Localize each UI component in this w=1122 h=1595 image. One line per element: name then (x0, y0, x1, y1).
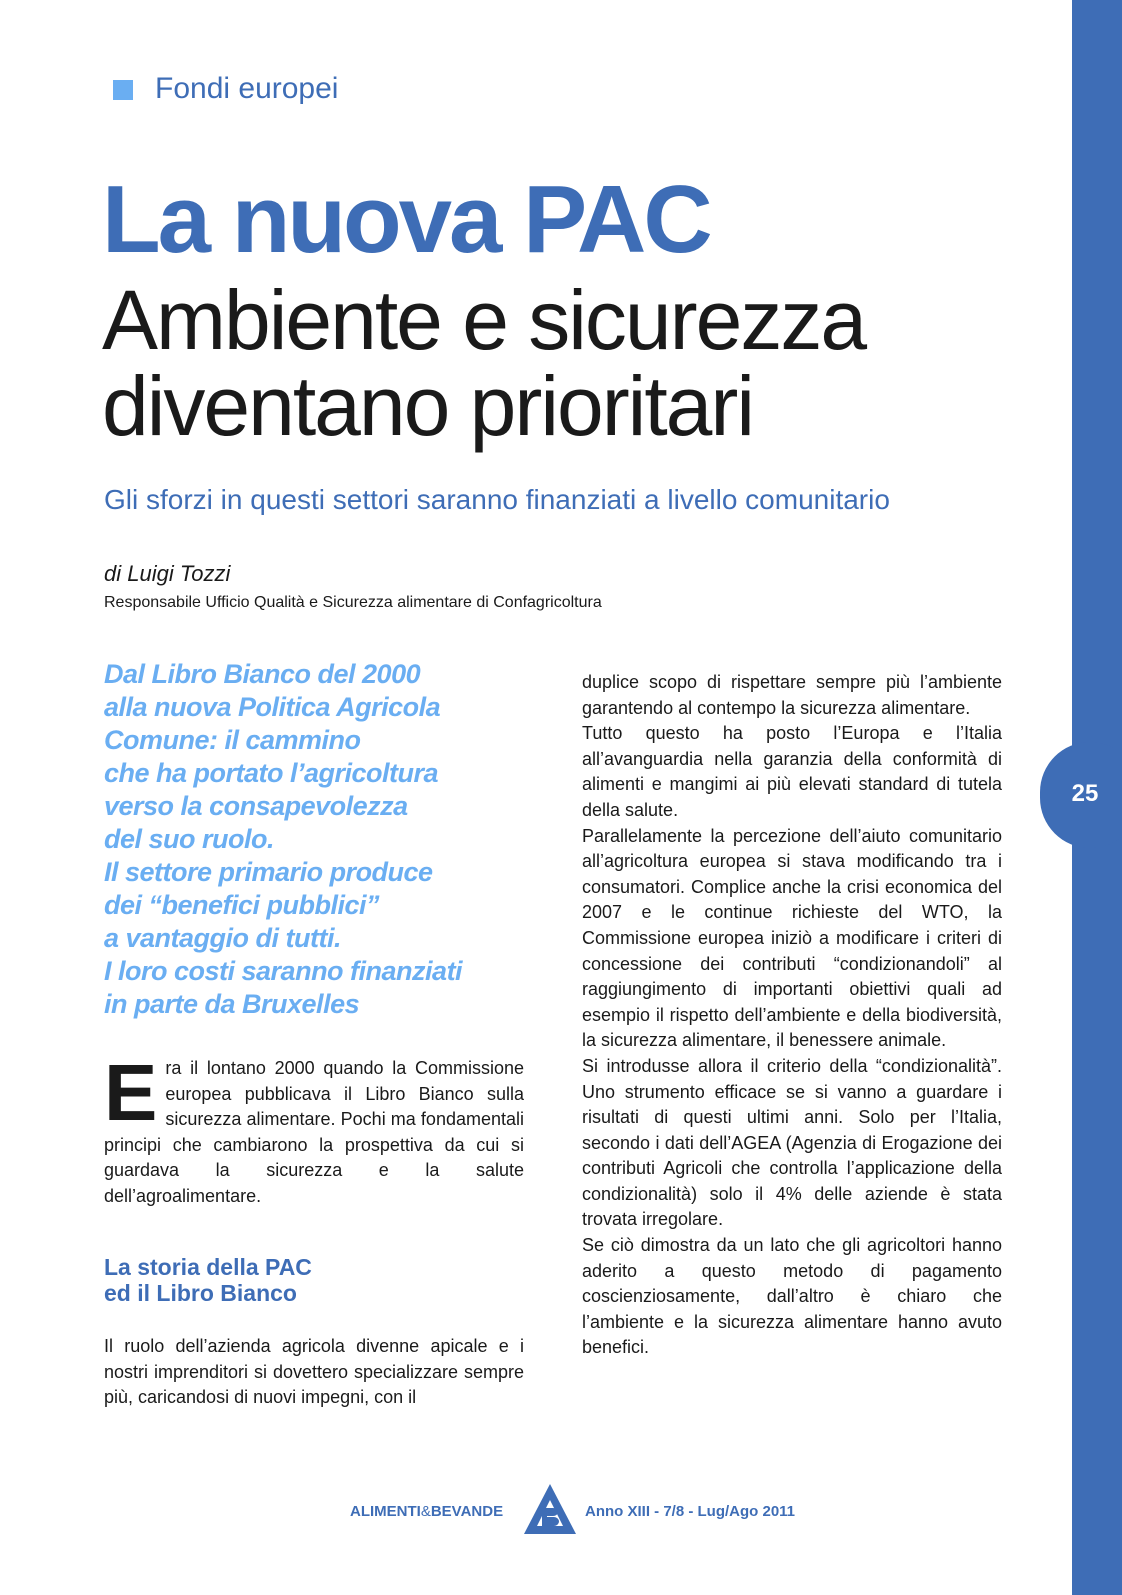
lead-paragraph (104, 658, 564, 1021)
lead-line: che ha portato l’agricoltura (104, 758, 439, 788)
footer-brand (350, 1503, 503, 1520)
lead-line: verso la consapevolezza (104, 791, 408, 821)
right-paragraph: duplice scopo di rispettare sempre più l’ambiente garantendo al contempo la sicurezza alimentare. (582, 672, 1002, 718)
subtitle: Gli sforzi in questi settori saranno finanziati a livello comunitario (104, 484, 890, 515)
right-paragraph: Se ciò dimostra da un lato che gli agricoltori hanno aderito a questo metodo di pagamento coscienziosamente, dall’altro è chiaro che l’ambiente e la sicurezza alimentare hanno avuto benefici. (582, 1235, 1002, 1358)
page-footer (350, 1480, 830, 1540)
left-column-paragraph: Il ruolo dell’azienda agricola divenne apicale e i nostri imprenditori si dovettero specializzare sempre più, caricandosi di nuovi impegni, con il (104, 1336, 524, 1408)
lead-line: a vantaggio di tutti. (104, 923, 341, 953)
intro-paragraph (104, 1048, 524, 1210)
right-paragraph: Tutto questo ha posto l’Europa e l’Italia all’avanguardia nella garanzia della conformità di alimenti e mangimi ai più elevati standard di tutela della salute. (582, 723, 1002, 820)
brand-ampersand: & (420, 1503, 431, 1520)
page-number: 25 (1071, 780, 1099, 807)
section-square-icon (113, 80, 133, 100)
lead-line: in parte da Bruxelles (104, 989, 360, 1019)
right-paragraph: Parallelamente la percezione dell’aiuto comunitario all’agricoltura europea si stava modificando tra i consumatori. Complice anche la crisi economica del 2007 e le continue richieste del WTO, la Commissione europea iniziò a modificare i criteri di concessione dei contributi “condizionandoli” al raggiungimento di importanti obiettivi quali ad esempio il rispetto dell’ambiente e della biodiversità, la sicurezza alimentare, il benessere animale. (582, 825, 1002, 1051)
lead-line: Il settore primario produce (104, 857, 433, 887)
subheading-line-1: La storia della PAC (104, 1254, 312, 1280)
right-paragraph: Si introdusse allora il criterio della “condizionalità”. Uno strumento efficace se si vanno a guardare i risultati di questi ultimi anni. Solo per l’Italia, secondo i dati dell’AGEA (Agenzia di Erogazione dei contributi Agricoli che controlla l’applicazione della condizionalità) solo il 4% delle aziende è stata trovata irregolare. (582, 1055, 1002, 1230)
lead-line: Dal Libro Bianco del 2000 (104, 659, 421, 689)
subheading-line-2: ed il Libro Bianco (104, 1280, 297, 1306)
intro-text: ra il lontano 2000 quando la Commissione europea pubblicava il Libro Bianco sulla sicurezza alimentare. Pochi ma fondamentali principi che cambiarono la prospettiva da cui si guardava la sicurezza e la salute dell’agroalimentare. (104, 1058, 524, 1206)
lead-line: I loro costi saranno finanziati (104, 956, 463, 986)
lead-line: del suo ruolo. (104, 824, 275, 854)
right-column (582, 670, 1002, 1361)
title-line-3: diventano prioritari (102, 359, 754, 453)
author-byline: di Luigi Tozzi (104, 561, 231, 586)
brand-part-2: BEVANDE (430, 1503, 504, 1520)
lead-line: alla nuova Politica Agricola (104, 692, 441, 722)
author-affiliation: Responsabile Ufficio Qualità e Sicurezza alimentare di Confagricoltura (104, 594, 602, 611)
section-label: Fondi europei (155, 72, 339, 105)
lead-line: dei “benefici pubblici” (104, 890, 380, 920)
drop-cap: E (104, 1048, 158, 1137)
section-subheading (104, 1254, 524, 1306)
footer-issue: Anno XIII - 7/8 - Lug/Ago 2011 (585, 1503, 796, 1520)
lead-line: Comune: il cammino (104, 725, 361, 755)
title-line-1: La nuova PAC (102, 166, 710, 273)
magazine-logo-icon (520, 1482, 580, 1534)
brand-part-1: ALIMENTI (350, 1503, 421, 1520)
title-line-2: Ambiente e sicurezza (102, 273, 866, 367)
